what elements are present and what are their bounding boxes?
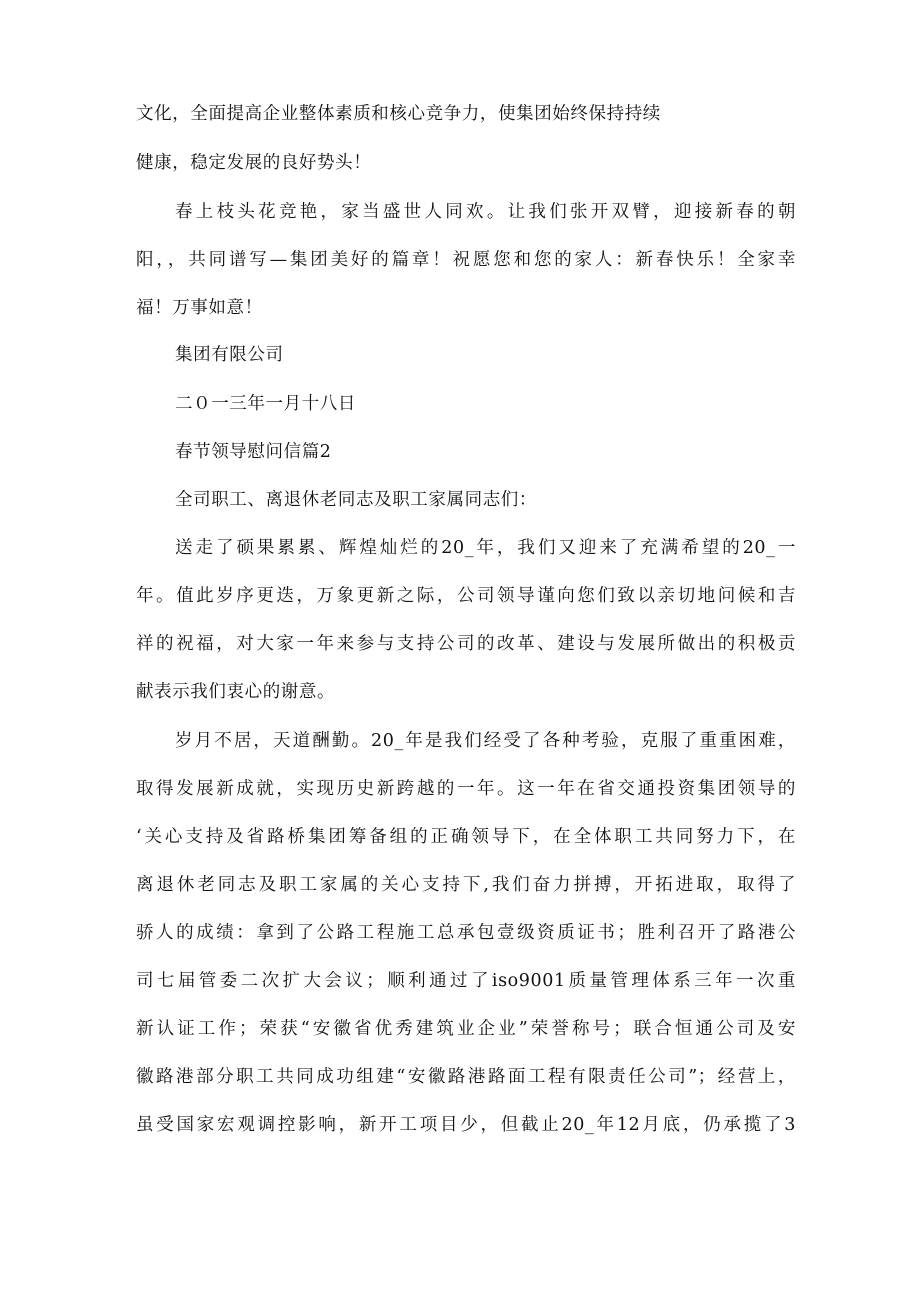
text-line-1: 文化，全面提高企业整体素质和核心竞争力，使集团始终保持持续	[136, 104, 661, 124]
text-line-21: 徽路港部分职工共同成功组建“安徽路港路面工程有限责任公司”；经营上，	[136, 1067, 796, 1087]
text-line-3: 春上枝头花竞艳，家当盛世人同欢。让我们张开双臂，迎接新春的朝	[175, 202, 796, 222]
company-name: 集团有限公司	[175, 345, 284, 365]
text-line-16: ‘关心支持及省路桥集团筹备组的正确领导下，在全体职工共同努力下，在	[136, 827, 796, 847]
text-line-4: 阳，，共同谱写—集团美好的篇章！祝愿您和您的家人：新春快乐！全家幸	[136, 250, 796, 270]
text-line-20: 新认证工作；荣获“安徽省优秀建筑业企业”荣誉称号；联合恒通公司及安	[136, 1019, 796, 1039]
text-line-2: 健康，稳定发展的良好势头！	[136, 153, 372, 173]
text-line-5: 福！万事如意！	[136, 298, 263, 318]
text-line-10: 送走了硕果累累、辉煌灿烂的20_年，我们又迎来了充满希望的20_一	[175, 538, 796, 558]
text-line-18: 骄人的成绩：拿到了公路工程施工总承包壹级资质证书；胜利召开了路港公	[136, 923, 796, 943]
text-line-15: 取得发展新成就，实现历史新跨越的一年。这一年在省交通投资集团领导的	[136, 779, 796, 799]
letter-date: 二０一三年一月十八日	[175, 394, 356, 414]
text-line-19: 司七届管委二次扩大会议；顺利通过了iso9001质量管理体系三年一次重	[136, 971, 796, 991]
text-line-13: 献表示我们衷心的谢意。	[136, 682, 336, 702]
text-line-14: 岁月不居，天道酬勤。20_年是我们经受了各种考验，克服了重重困难，	[175, 731, 796, 751]
text-line-22: 虽受国家宏观调控影响，新开工项目少，但截止20_年12月底，仍承揽了3	[136, 1115, 796, 1135]
salutation: 全司职工、离退休老同志及职工家属同志们：	[175, 490, 537, 510]
section-title: 春节领导慰问信篇2	[175, 442, 332, 462]
text-line-11: 年。值此岁序更迭，万象更新之际，公司领导谨向您们致以亲切地问候和吉	[136, 586, 796, 606]
text-line-12: 祥的祝福，对大家一年来参与支持公司的改革、建设与发展所做出的积极贡	[136, 634, 796, 654]
text-line-17: 离退休老同志及职工家属的关心支持下,我们奋力拼搏，开拓进取，取得了	[136, 875, 796, 895]
